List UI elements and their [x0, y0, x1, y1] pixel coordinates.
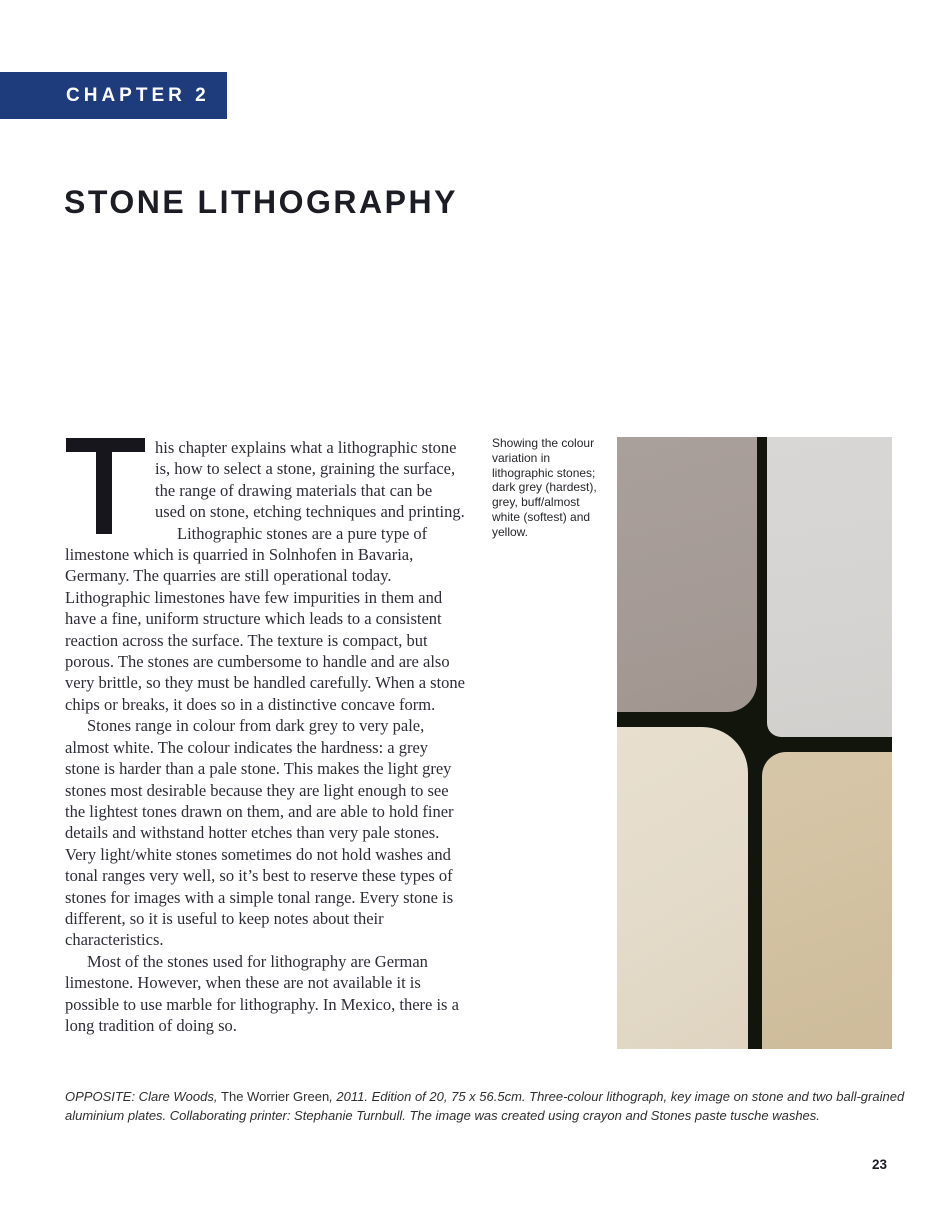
caption-prefix: OPPOSITE: Clare Woods,	[65, 1089, 222, 1104]
dropcap-glyph	[65, 447, 70, 456]
page-number: 23	[872, 1157, 888, 1172]
stone-buff-almost-white	[617, 727, 748, 1049]
figure-photo-lithographic-stones	[617, 437, 892, 1049]
body-text-column	[65, 437, 465, 1036]
opposite-artwork-caption	[65, 1088, 913, 1125]
caption-artwork-title: The Worrier Green	[221, 1089, 330, 1104]
page-title: STONE LITHOGRAPHY	[64, 184, 458, 220]
body-paragraph	[65, 437, 465, 523]
caption-rest: , 2011. Edition of 20, 75 x 56.5cm. Three-colour lithograph, key image on stone and two ball-grained aluminium plates. Collaborating printer: Stephanie Turnbull. The image was created using crayon and Stones paste tusche washes.	[65, 1089, 905, 1123]
body-paragraph: Most of the stones used for lithography are German limestone. However, when these are not available it is possible to use marble for lithography. In Mexico, there is a long tradition of doing so.	[65, 951, 459, 1035]
dropcap-letter	[65, 438, 155, 535]
paragraph-text: his chapter explains what a lithographic stone is, how to select a stone, graining the surface, the range of drawing materials that can be used on stone, etching techniques and printing.	[155, 438, 465, 522]
stone-grey	[767, 437, 892, 737]
chapter-badge	[0, 72, 227, 119]
body-paragraph: Stones range in colour from dark grey to very pale, almost white. The colour indicates the hardness: a grey stone is harder than a pale stone. This makes the light grey stones most desirable because they are light enough to see the lightest tones drawn on them, and are able to hold finer details and withstand hotter etches than very pale stones. Very light/white stones sometimes do not hold washes and tonal ranges very well, so it’s best to reserve these types of stones for images with a simple tonal range. Every stone is different, so it is useful to keep notes about their characteristics.	[65, 716, 454, 950]
stone-yellow-buff	[762, 752, 892, 1049]
body-paragraph: Lithographic stones are a pure type of limestone which is quarried in Solnhofen in Bavaria, Germany. The quarries are still operational today. Lithographic limestones have few impurities in them and have a fine, uniform structure which leads to a consistent reaction across the surface. The texture is compact, but porous. The stones are cumbersome to handle and are also very brittle, so they must be handled carefully. When a stone chips or breaks, it does so in a distinctive concave form.	[65, 523, 466, 714]
figure-side-caption: Showing the colour variation in lithographic stones; dark grey (hardest), grey, buff/almost white (softest) and yellow.	[492, 436, 597, 539]
stone-dark-grey	[617, 437, 757, 712]
chapter-badge-label: CHAPTER 2	[66, 85, 210, 106]
